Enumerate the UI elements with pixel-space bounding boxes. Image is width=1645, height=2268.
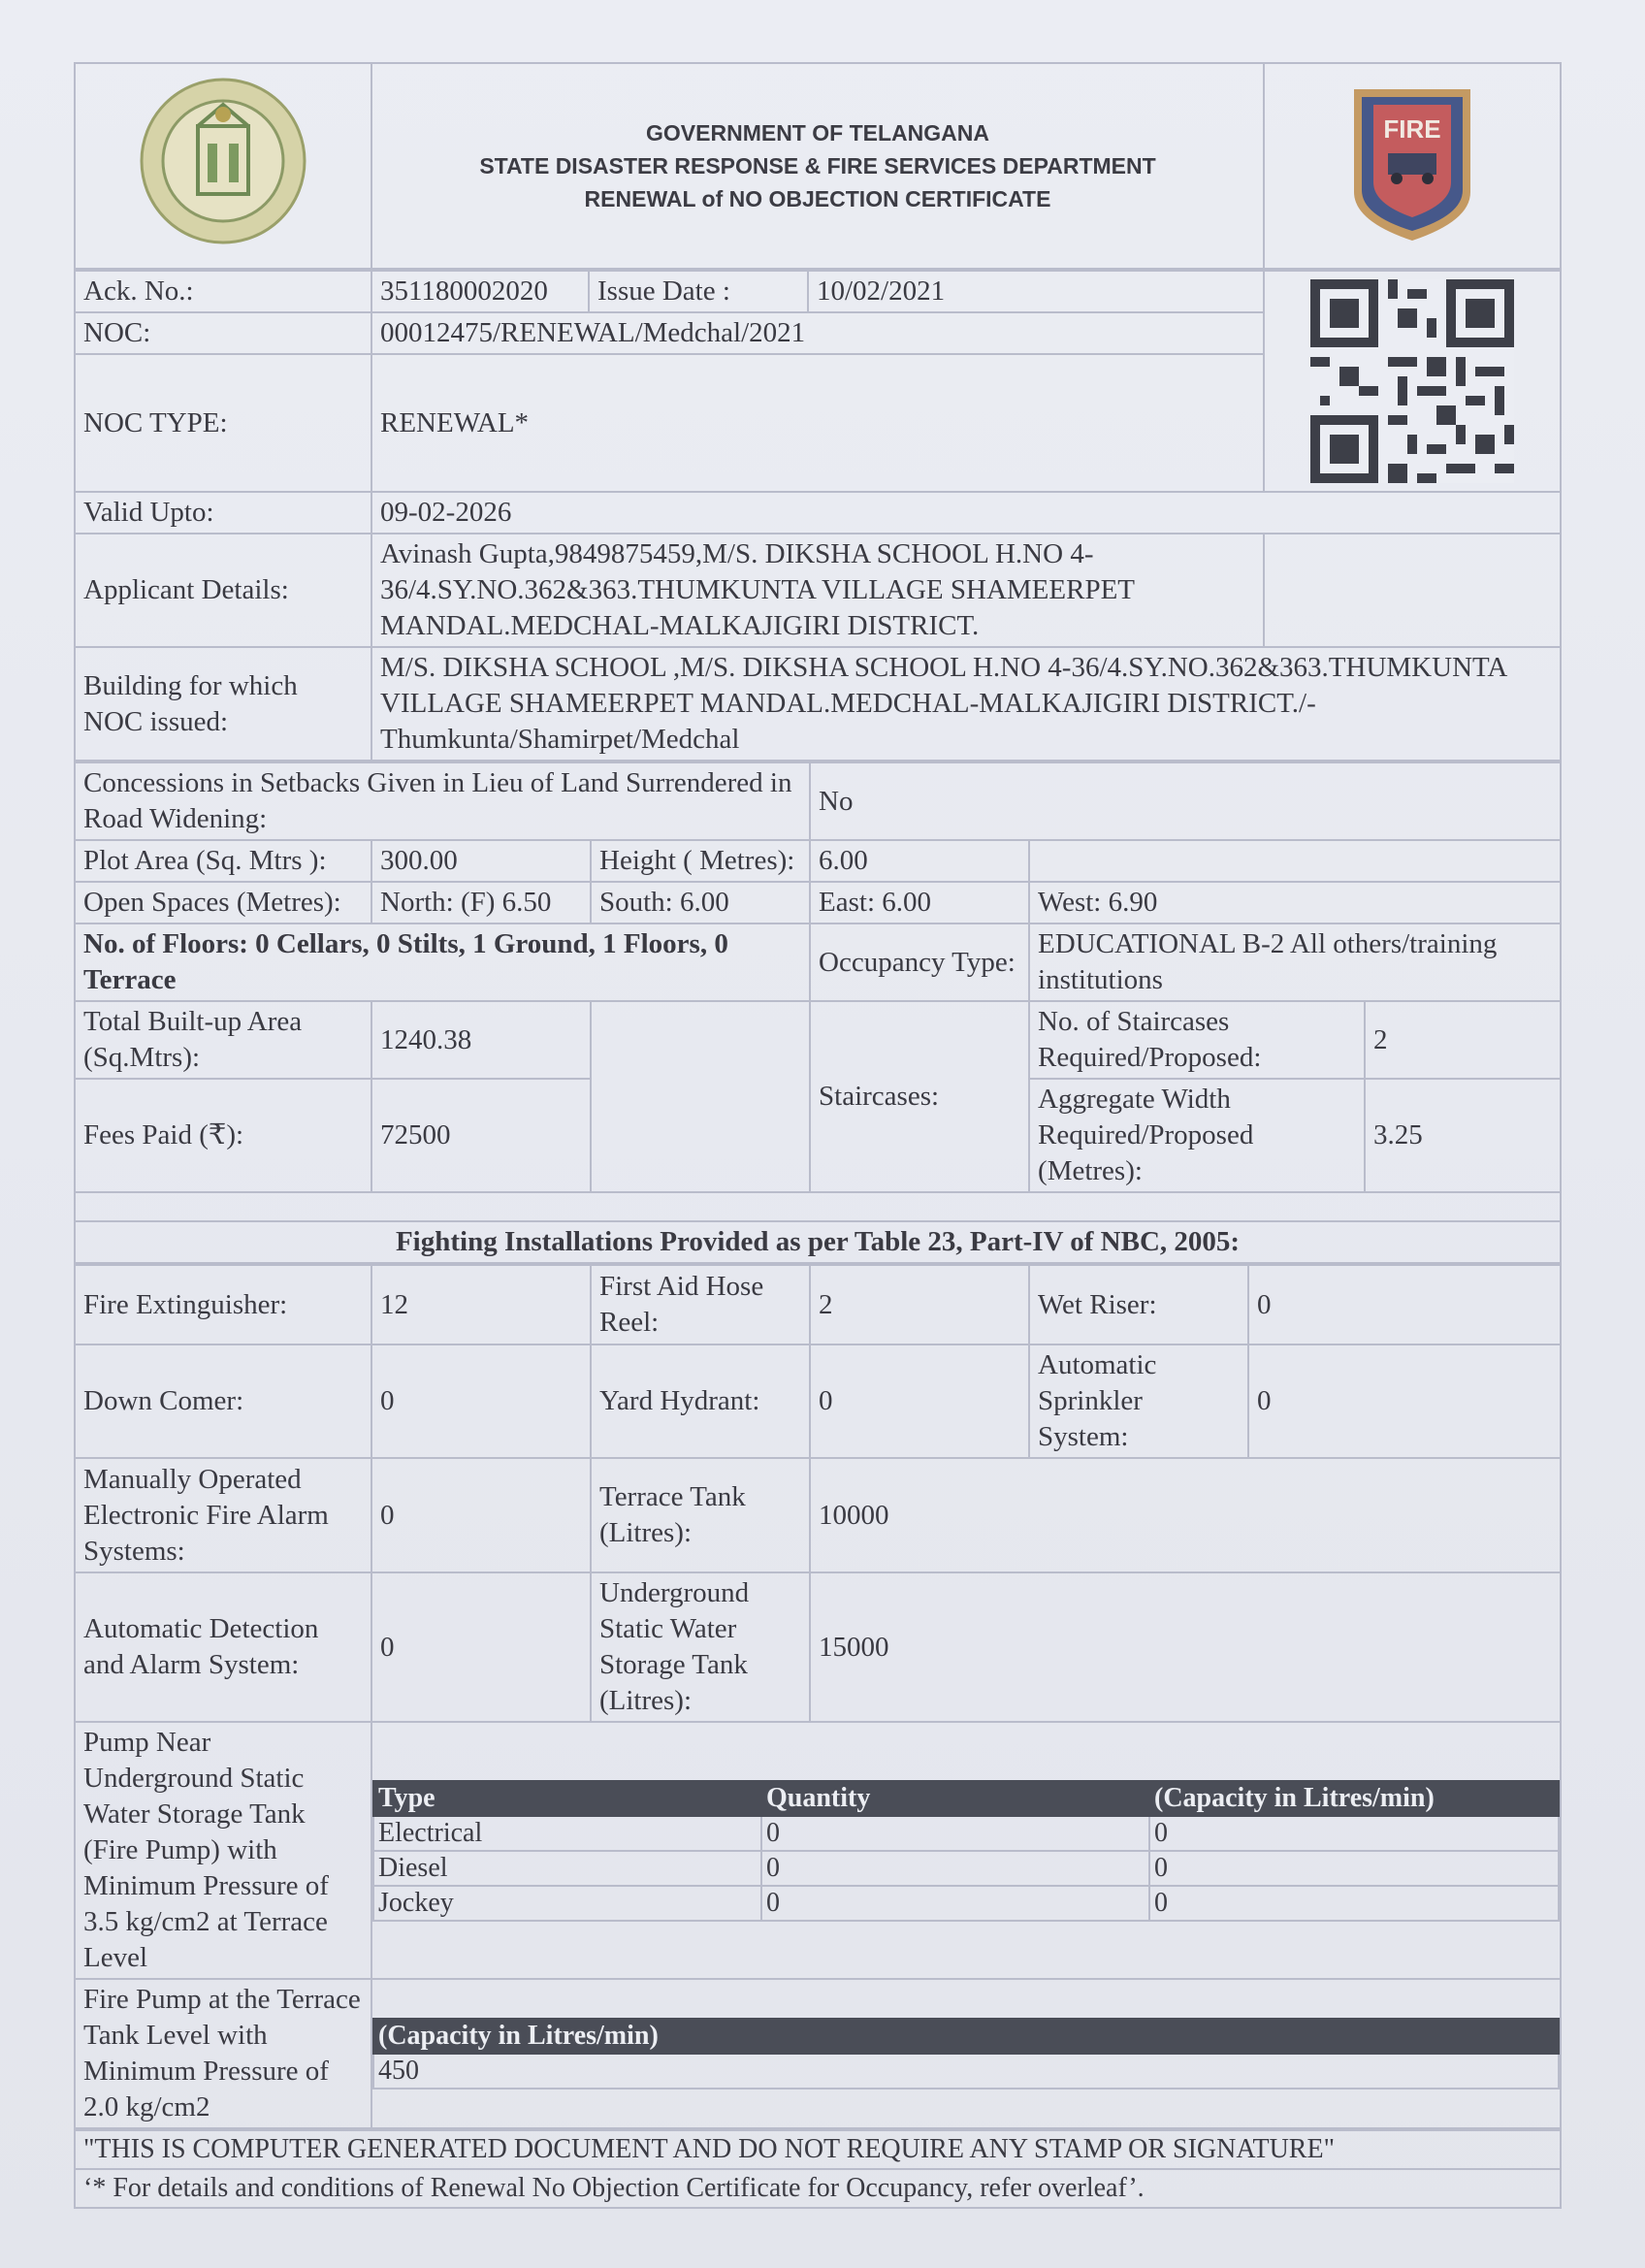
plot-spacer bbox=[1029, 840, 1561, 882]
staircase-count-value: 2 bbox=[1365, 1001, 1561, 1079]
ug-tank-value: 15000 bbox=[810, 1572, 1561, 1722]
pump-terrace-header: (Capacity in Litres/min) bbox=[373, 2019, 1559, 2054]
noc-type-value: RENEWAL* bbox=[371, 354, 1264, 492]
building-value: M/S. DIKSHA SCHOOL ,M/S. DIKSHA SCHOOL H.NO 4-36/4.SY.NO.362&363.THUMKUNTA VILLAGE SHAMEERPET MANDAL.MEDCHAL-MALKAJIGIRI DISTRICT./-Thumkunta/Shamirpet/Medchal bbox=[371, 647, 1561, 761]
site-details-table bbox=[74, 761, 1562, 1264]
pump-capacity-cell: 0 bbox=[1149, 1886, 1559, 1921]
pump-capacity-cell: 0 bbox=[1149, 1816, 1559, 1851]
staircase-count-label: No. of Staircases Required/Proposed: bbox=[1029, 1001, 1365, 1079]
ack-section bbox=[74, 270, 1562, 761]
manual-alarm-value: 0 bbox=[371, 1458, 591, 1572]
ack-label: Ack. No.: bbox=[75, 271, 371, 312]
pump-capacity-cell: 0 bbox=[1149, 1851, 1559, 1886]
ack-value: 351180002020 bbox=[371, 271, 589, 312]
wet-riser-label: Wet Riser: bbox=[1029, 1265, 1248, 1345]
pump-terrace-label: Fire Pump at the Terrace Tank Level with Minimum Pressure of 2.0 kg/cm2 bbox=[75, 1979, 371, 2128]
header-table bbox=[74, 62, 1562, 270]
fire-services-badge-icon bbox=[1335, 76, 1490, 246]
pump-terrace-value: 450 bbox=[373, 2054, 1559, 2089]
auto-detection-label: Automatic Detection and Alarm System: bbox=[75, 1572, 371, 1722]
table-row bbox=[373, 1886, 1559, 1921]
ug-tank-label: Underground Static Water Storage Tank (Litres): bbox=[591, 1572, 810, 1722]
sprinkler-label: Automatic Sprinkler System: bbox=[1029, 1345, 1248, 1458]
pump-ug-label: Pump Near Underground Static Water Storage Tank (Fire Pump) with Minimum Pressure of 3.5 kg/cm2 at Terrace Level bbox=[75, 1722, 371, 1979]
wet-riser-value: 0 bbox=[1248, 1265, 1561, 1345]
pump-quantity-cell: 0 bbox=[761, 1816, 1149, 1851]
computer-generated-note: "THIS IS COMPUTER GENERATED DOCUMENT AND DO NOT REQUIRE ANY STAMP OR SIGNATURE" bbox=[75, 2130, 1561, 2169]
applicant-value: Avinash Gupta,9849875459,M/S. DIKSHA SCHOOL H.NO 4-36/4.SY.NO.362&363.THUMKUNTA VILLAGE SHAMEERPET MANDAL.MEDCHAL-MALKAJIGIRI DISTRICT. bbox=[371, 534, 1264, 647]
pump-ug-table bbox=[372, 1780, 1560, 1922]
builtup-spacer bbox=[591, 1001, 810, 1192]
hose-reel-value: 2 bbox=[810, 1265, 1029, 1345]
concessions-label: Concessions in Setbacks Given in Lieu of Land Surrendered in Road Widening: bbox=[75, 762, 810, 840]
sprinkler-value: 0 bbox=[1248, 1345, 1561, 1458]
table-row bbox=[373, 2054, 1559, 2089]
pump-terrace-table bbox=[372, 2018, 1560, 2090]
noc-value: 00012475/RENEWAL/Medchal/2021 bbox=[371, 312, 1264, 354]
staircase-width-value: 3.25 bbox=[1365, 1079, 1561, 1192]
fire-logo-cell bbox=[1264, 63, 1561, 269]
plot-area-label: Plot Area (Sq. Mtrs ): bbox=[75, 840, 371, 882]
overleaf-note: ‘* For details and conditions of Renewal No Objection Certificate for Occupancy, refer overleaf’. bbox=[75, 2169, 1561, 2208]
svg-text:FIRE: FIRE bbox=[1383, 114, 1441, 144]
table-row bbox=[373, 1816, 1559, 1851]
plot-area-value: 300.00 bbox=[371, 840, 591, 882]
pump-type-cell: Jockey bbox=[373, 1886, 761, 1921]
manual-alarm-label: Manually Operated Electronic Fire Alarm Systems: bbox=[75, 1458, 371, 1572]
fire-extinguisher-label: Fire Extinguisher: bbox=[75, 1265, 371, 1345]
builtup-label: Total Built-up Area (Sq.Mtrs): bbox=[75, 1001, 371, 1079]
down-comer-label: Down Comer: bbox=[75, 1345, 371, 1458]
table-row bbox=[373, 1851, 1559, 1886]
auto-detection-value: 0 bbox=[371, 1572, 591, 1722]
concessions-value: No bbox=[810, 762, 1561, 840]
pump-type-cell: Electrical bbox=[373, 1816, 761, 1851]
valid-upto-label: Valid Upto: bbox=[75, 492, 371, 534]
pump-terrace-cell bbox=[371, 1979, 1561, 2128]
down-comer-value: 0 bbox=[371, 1345, 591, 1458]
pump-ug-header-quantity: Quantity bbox=[761, 1781, 1149, 1816]
builtup-value: 1240.38 bbox=[371, 1001, 591, 1079]
terrace-tank-label: Terrace Tank (Litres): bbox=[591, 1458, 810, 1572]
yard-hydrant-label: Yard Hydrant: bbox=[591, 1345, 810, 1458]
qr-code-icon bbox=[1308, 279, 1516, 483]
header-line-1: GOVERNMENT OF TELANGANA bbox=[646, 120, 989, 146]
noc-type-label: NOC TYPE: bbox=[75, 354, 371, 492]
terrace-tank-value: 10000 bbox=[810, 1458, 1561, 1572]
staircases-label: Staircases: bbox=[810, 1001, 1029, 1192]
emblem-cell bbox=[75, 63, 371, 269]
applicant-spacer bbox=[1264, 534, 1561, 647]
building-label: Building for which NOC issued: bbox=[75, 647, 371, 761]
pump-ug-cell bbox=[371, 1722, 1561, 1979]
floors-text: No. of Floors: 0 Cellars, 0 Stilts, 1 Ground, 1 Floors, 0 Terrace bbox=[75, 923, 810, 1001]
yard-hydrant-value: 0 bbox=[810, 1345, 1029, 1458]
height-label: Height ( Metres): bbox=[591, 840, 810, 882]
pump-quantity-cell: 0 bbox=[761, 1851, 1149, 1886]
valid-upto-value: 09-02-2026 bbox=[371, 492, 1561, 534]
noc-label: NOC: bbox=[75, 312, 371, 354]
fire-extinguisher-value: 12 bbox=[371, 1265, 591, 1345]
staircase-width-label: Aggregate Width Required/Proposed (Metres): bbox=[1029, 1079, 1365, 1192]
blank-row bbox=[75, 1192, 1561, 1221]
installations-table bbox=[74, 1264, 1562, 2129]
fees-value: 72500 bbox=[371, 1079, 591, 1192]
east-value: East: 6.00 bbox=[810, 882, 1029, 923]
pump-ug-header-capacity: (Capacity in Litres/min) bbox=[1149, 1781, 1559, 1816]
noc-document bbox=[74, 62, 1562, 2209]
fees-label: Fees Paid (₹): bbox=[75, 1079, 371, 1192]
south-value: South: 6.00 bbox=[591, 882, 810, 923]
footer-table bbox=[74, 2129, 1562, 2209]
issue-date-value: 10/02/2021 bbox=[808, 271, 1264, 312]
header-line-3: RENEWAL of NO OBJECTION CERTIFICATE bbox=[584, 186, 1051, 211]
pump-quantity-cell: 0 bbox=[761, 1886, 1149, 1921]
occupancy-label: Occupancy Type: bbox=[810, 923, 1029, 1001]
hose-reel-label: First Aid Hose Reel: bbox=[591, 1265, 810, 1345]
west-value: West: 6.90 bbox=[1029, 882, 1561, 923]
issue-date-label: Issue Date : bbox=[589, 271, 808, 312]
occupancy-value: EDUCATIONAL B-2 All others/training institutions bbox=[1029, 923, 1561, 1001]
header-title-cell bbox=[371, 63, 1264, 269]
qr-cell bbox=[1264, 271, 1561, 492]
pump-type-cell: Diesel bbox=[373, 1851, 761, 1886]
north-value: North: (F) 6.50 bbox=[371, 882, 591, 923]
open-spaces-label: Open Spaces (Metres): bbox=[75, 882, 371, 923]
fighting-installations-title: Fighting Installations Provided as per Table 23, Part-IV of NBC, 2005: bbox=[75, 1221, 1561, 1263]
telangana-emblem-icon bbox=[138, 76, 308, 246]
applicant-label: Applicant Details: bbox=[75, 534, 371, 647]
header-line-2: STATE DISASTER RESPONSE & FIRE SERVICES DEPARTMENT bbox=[479, 153, 1156, 178]
pump-ug-header-type: Type bbox=[373, 1781, 761, 1816]
height-value: 6.00 bbox=[810, 840, 1029, 882]
